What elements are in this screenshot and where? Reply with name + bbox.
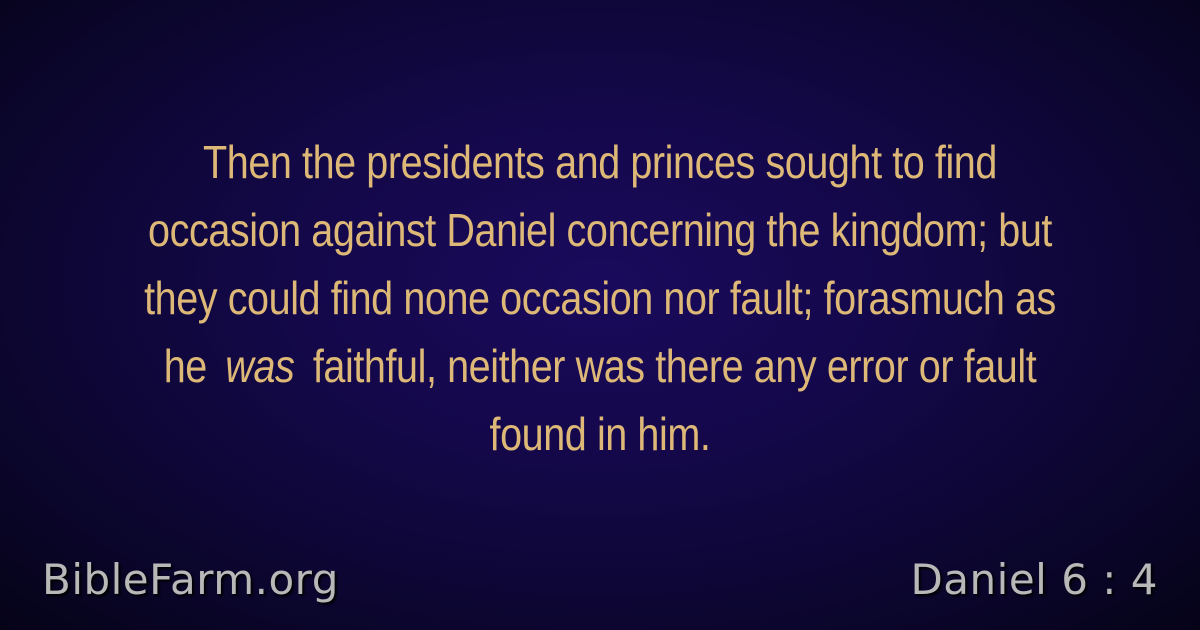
verse-line-2: occasion against Daniel concerning the kingdom; but: [148, 204, 1052, 256]
verse-reference: Daniel 6 : 4: [910, 555, 1158, 604]
site-name: BibleFarm.org: [42, 555, 339, 604]
verse-line-5: found in him.: [489, 408, 711, 460]
verse-text: [41, 128, 1159, 468]
verse-line-4: [41, 332, 1159, 400]
verse-line-4-start: he: [163, 340, 207, 392]
verse-emphasis-word: was: [225, 340, 295, 392]
verse-line-4-end: faithful, neither was there any error or fault: [312, 340, 1037, 392]
verse-line-3: they could find none occasion nor fault; forasmuch as: [144, 272, 1056, 324]
verse-line-1: Then the presidents and princes sought to find: [203, 136, 997, 188]
